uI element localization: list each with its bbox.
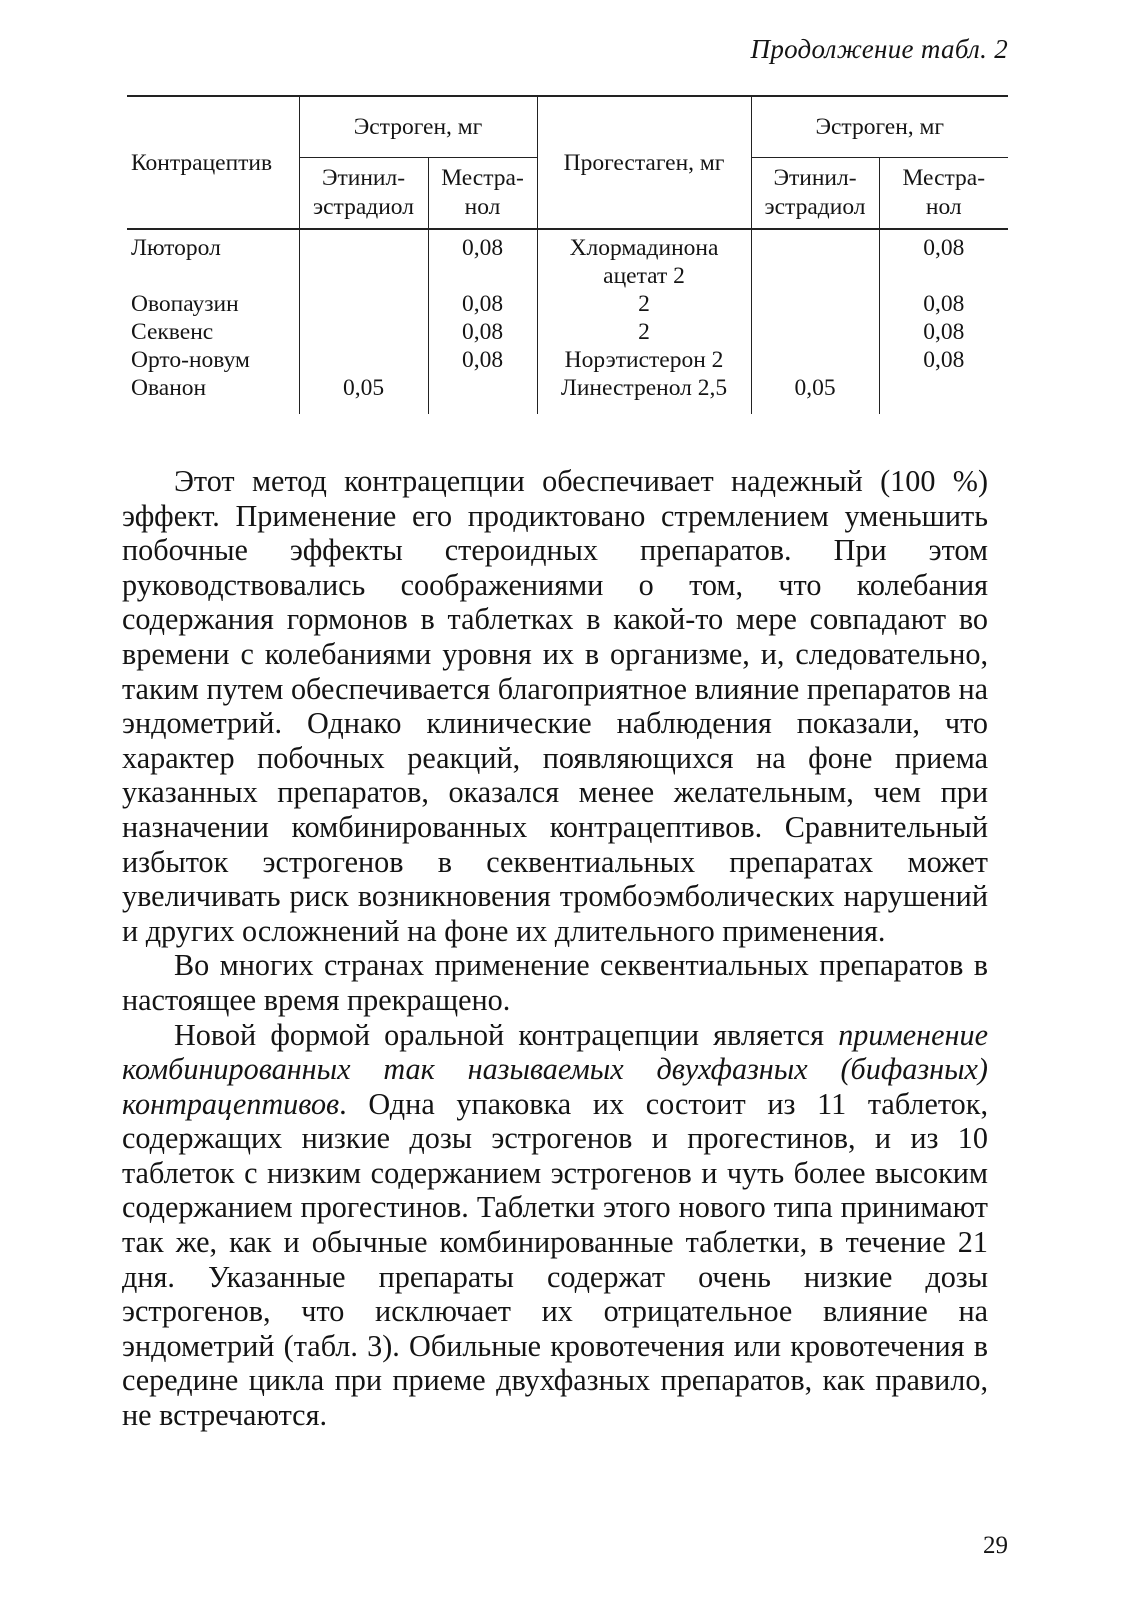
cell-mestranol-right [879,374,1008,414]
cell-mestranol-right: 0,08 [879,290,1008,318]
cell-ethinylestradiol-left [299,229,428,290]
emphasized-text: применение комбинированных так называемых двухфазных (бифазных) контрацептивов [122,1017,988,1121]
header-ethinylestradiol-right: Этинил- эстрадиол [751,158,879,230]
cell-ethinylestradiol-right [751,229,879,290]
cell-contraceptive: Орто-новум [131,347,250,373]
paragraph: Во многих странах применение секвентиальных препаратов в настоящее время прекращено. [122,948,988,1017]
table-body [127,229,1008,414]
cell-mestranol-right: 0,08 [879,318,1008,346]
cell-ethinylestradiol-right [751,346,879,374]
table-row [127,318,1008,346]
cell-ethinylestradiol-left [299,346,428,374]
cell-ethinylestradiol-right: 0,05 [751,374,879,414]
cell-progestagen: Хлормадинона ацетат 2 [537,229,751,290]
cell-ethinylestradiol-right [751,318,879,346]
cell-ethinylestradiol-left [299,290,428,318]
header-estrogen-left: Эстроген, мг [299,96,537,158]
cell-ethinylestradiol-left [299,318,428,346]
cell-mestranol-left [428,374,537,414]
cell-contraceptive: Люторол [131,235,221,261]
cell-mestranol-left: 0,08 [428,346,537,374]
header-progestagen: Прогестаген, мг [537,96,751,229]
cell-mestranol-left: 0,08 [428,290,537,318]
paragraph-text: . Одна упаковка их состоит из 11 таблеток, содержащих низкие дозы эстрогенов и прогестинов, и из 10 таблеток с низким содержанием эстрогенов и чуть более высоким содержанием прогестинов. Таблетки этого нового типа принимают так же, как и обычные комбинированные таблетки, в течение 21 дня. Указанные препараты содержат очень низкие дозы эстрогенов, что исключает их отрицательное влияние на эндометрий (табл. 3). Обильные кровотечения или кровотечения в середине цикла при приеме двухфазных препаратов, как правило, не встречаются. [122,1086,988,1433]
table-continuation-caption: Продолжение табл. 2 [750,34,1008,64]
paragraph-text: Новой формой оральной контрацепции является [174,1017,839,1052]
cell-mestranol-right: 0,08 [879,229,1008,290]
cell-progestagen: 2 [537,318,751,346]
page-number: 29 [983,1532,1008,1559]
cell-contraceptive: Овопаузин [131,291,239,317]
header-mestranol-left: Местра- нол [428,158,537,230]
table-row [127,229,1008,290]
header-mestranol-right: Местра- нол [879,158,1008,230]
body-text [122,464,988,1433]
table-row [127,290,1008,318]
cell-progestagen: Линестренол 2,5 [537,374,751,414]
cell-ethinylestradiol-right [751,290,879,318]
header-ethinylestradiol-left: Этинил- эстрадиол [299,158,428,230]
cell-progestagen: Норэтистерон 2 [537,346,751,374]
cell-mestranol-left: 0,08 [428,229,537,290]
contraceptive-table [127,95,1008,414]
cell-ethinylestradiol-left: 0,05 [299,374,428,414]
paragraph [122,1018,988,1433]
table-row [127,346,1008,374]
paragraph: Этот метод контрацепции обеспечивает надежный (100 %) эффект. Применение его продиктовано стремлением уменьшить побочные эффекты стероидных препаратов. При этом руководствовались соображениями о том, что колебания содержания гормонов в таблетках в какой-то мере совпадают во времени с колебаниями уровня их в организме, и, следовательно, таким путем обеспечивается благоприятное влияние препаратов на эндометрий. Однако клинические наблюдения показали, что характер побочных реакций, появляющихся на фоне приема указанных препаратов, оказался менее желательным, чем при назначении комбинированных контрацептивов. Сравнительный избыток эстрогенов в секвентиальных препаратах может увеличивать риск возникновения тромбоэмболических нарушений и других осложнений на фоне их длительного применения. [122,464,988,948]
table-row [127,374,1008,414]
cell-mestranol-left: 0,08 [428,318,537,346]
cell-contraceptive: Секвенс [131,319,214,345]
header-estrogen-right: Эстроген, мг [751,96,1008,158]
cell-contraceptive: Ованон [131,375,207,401]
cell-mestranol-right: 0,08 [879,346,1008,374]
header-contraceptive: Контрацептив [131,149,273,176]
cell-progestagen: 2 [537,290,751,318]
